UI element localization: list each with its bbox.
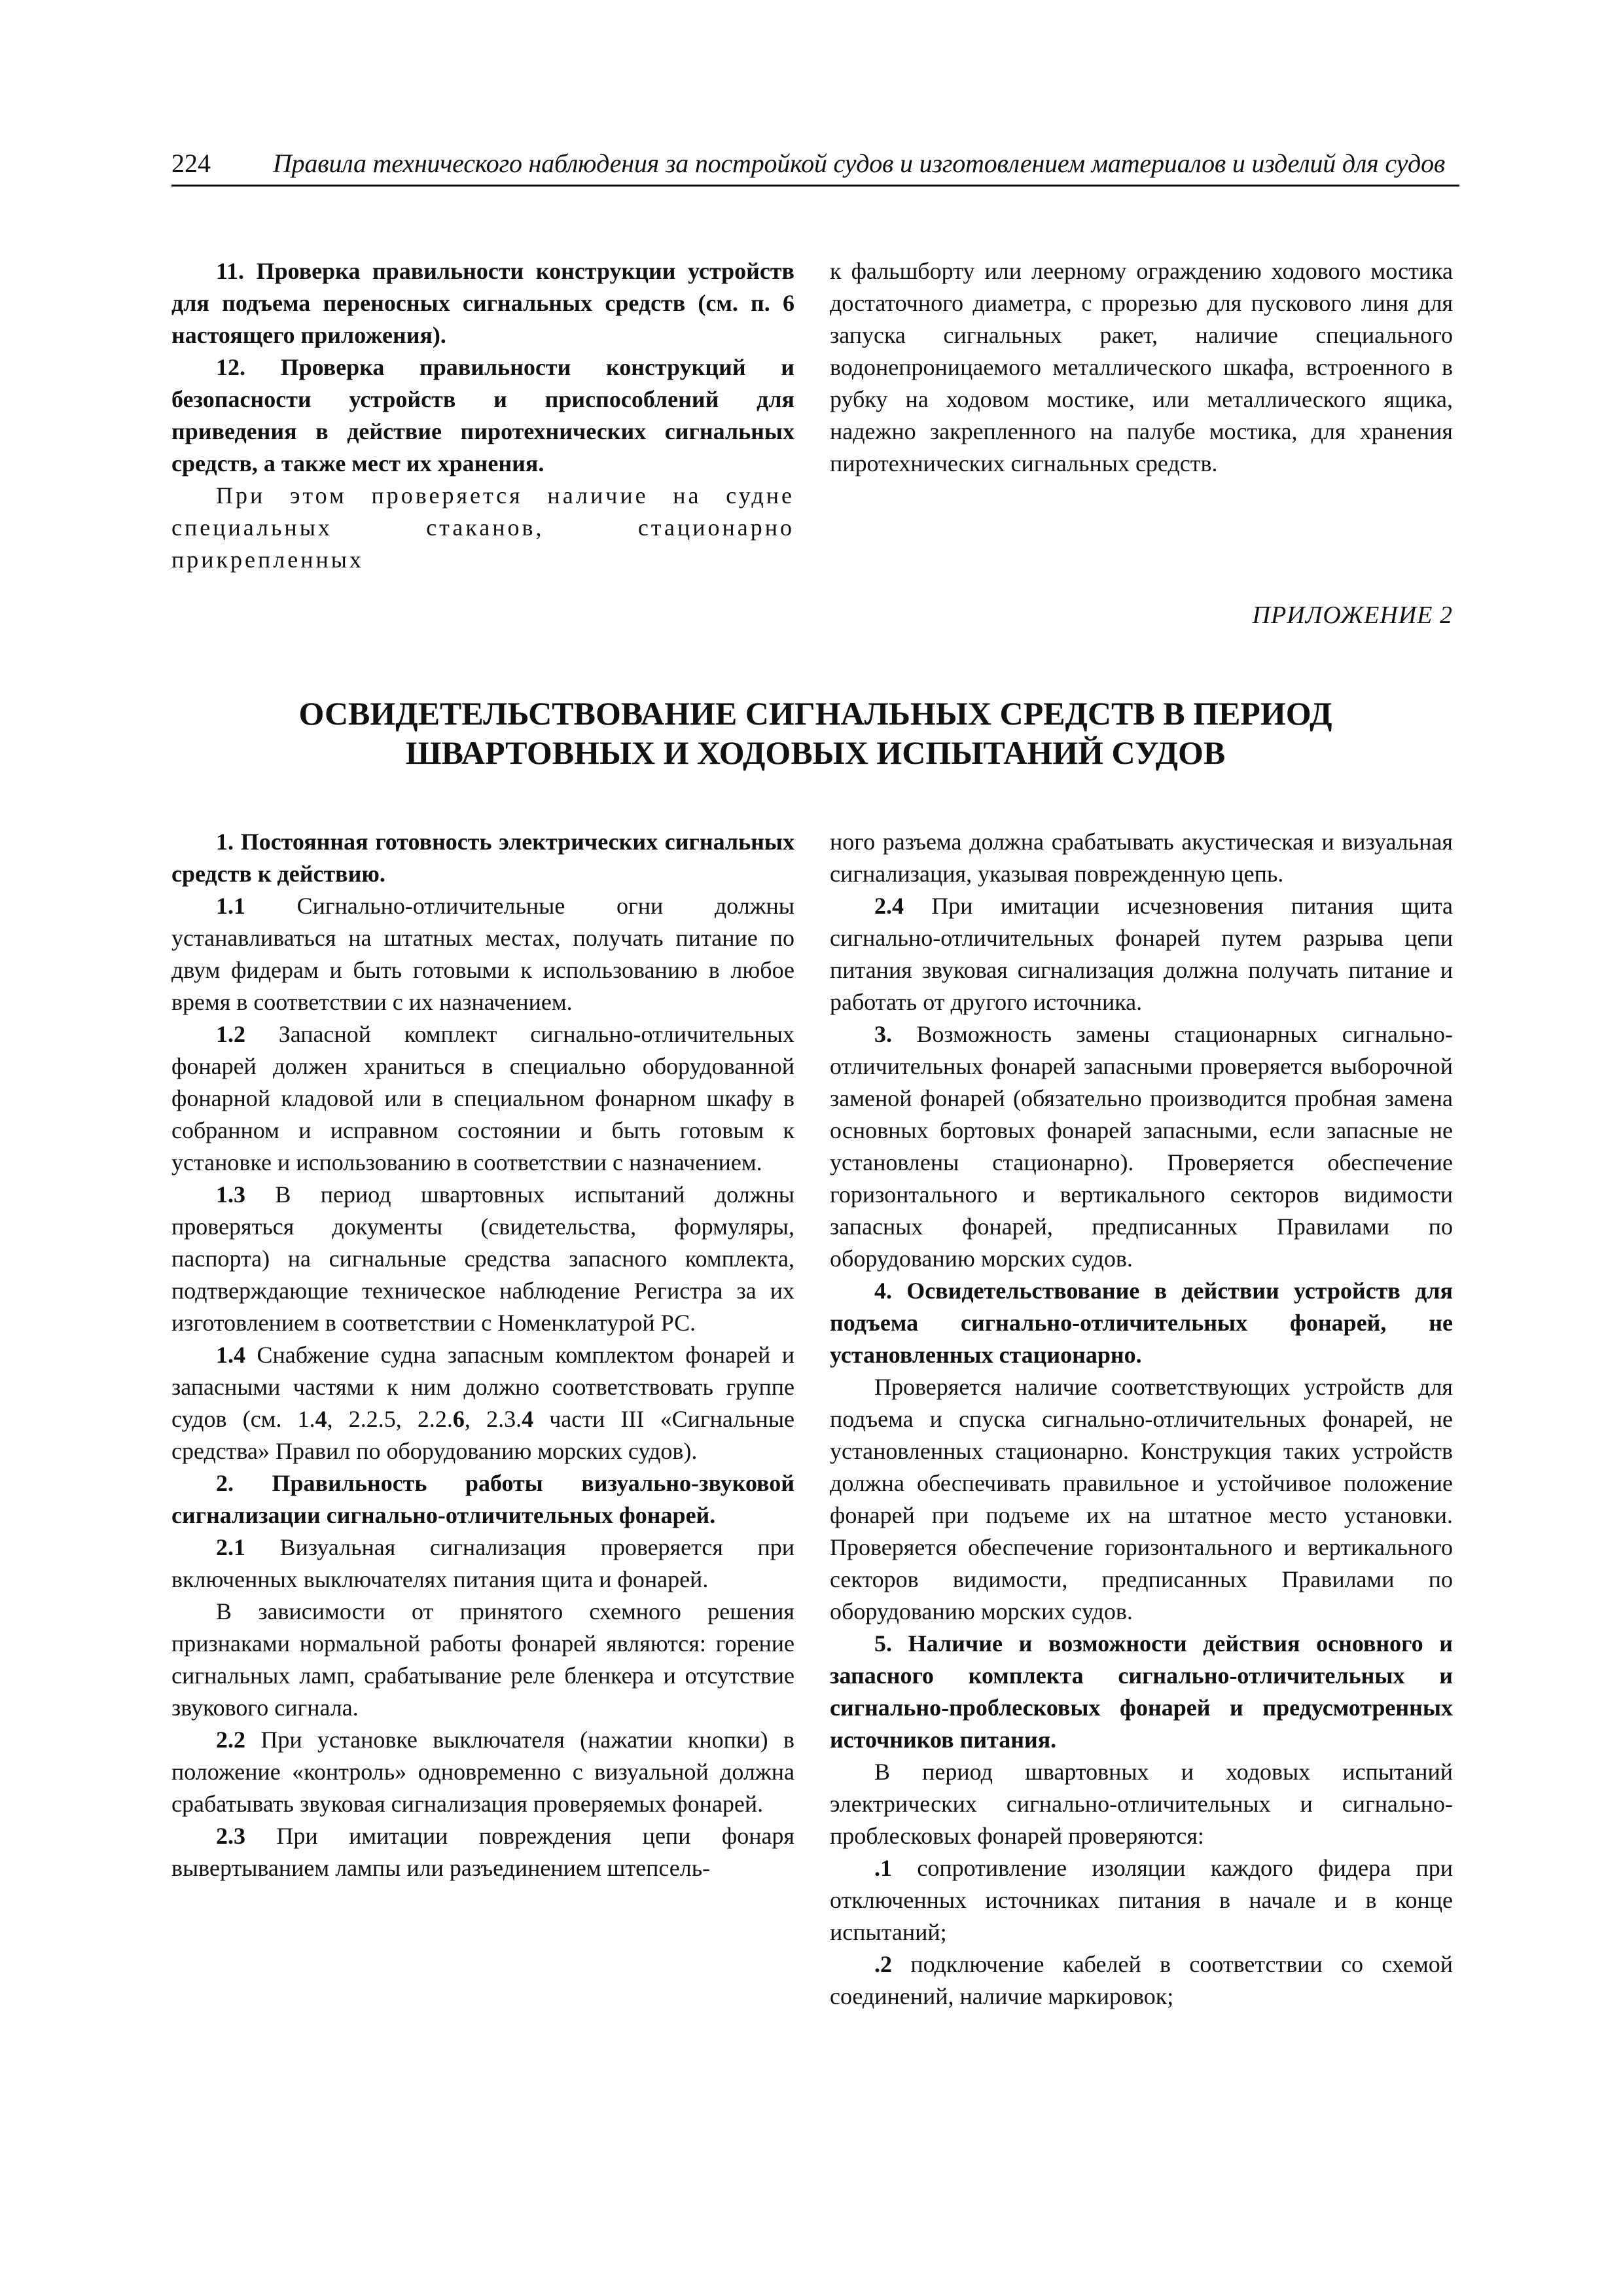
heading-5: 5. Наличие и возможности действия основного и запасного комплекта сигнально-отличительных и сигнально-проблесковых фонарей и предусмотренных источников питания.	[830, 1630, 1453, 1753]
clause-1-3: 1.3 В период швартовных испытаний должны проверяться документы (свидетельства, формуляры, паспорта) на сигнальные средства запасного комплекта, подтверждающие техническое наблюдение Регистра за их изготовлением в соответствии с Номенклатурой РС.	[171, 1181, 794, 1336]
appendix-label: ПРИЛОЖЕНИЕ 2	[1252, 601, 1453, 629]
top-left-column	[171, 255, 794, 576]
section-title-line-1: ОСВИДЕТЕЛЬСТВОВАНИЕ СИГНАЛЬНЫХ СРЕДСТВ В ПЕРИОД	[298, 695, 1332, 732]
item-12-continuation: к фальшборту или леерному ограждению ходового мостика достаточного диаметра, с прорезью для пускового линя для запуска сигнальных ракет, наличие специального водонепроницаемого металлического шкафа, встроенного в рубку на ходовом мостике, или металлического ящика, надежно закрепленного на палубе мостика, для хранения пиротехнических сигнальных средств.	[830, 258, 1453, 476]
list-item-2: .2 подключение кабелей в соответствии со схемой соединений, наличие маркировок;	[830, 1951, 1453, 2009]
page-header	[171, 145, 1459, 187]
clause-5-text: В период швартовных и ходовых испытаний электрических сигнально-отличительных и сигнально-проблесковых фонарей проверяются:	[830, 1759, 1453, 1849]
heading-1: 1. Постоянная готовность электрических сигнальных средств к действию.	[171, 829, 794, 887]
clause-4-text: Проверяется наличие соответствующих устройств для подъема и спуска сигнально-отличительных фонарей, не установленных стационарно. Конструкция таких устройств должна обеспечивать правильное и устойчивое положение фонарей при подъеме их на штатное место установки. Проверяется обеспечение горизонтального и вертикального секторов видимости, предписанных Правилами по оборудованию морских судов.	[830, 1374, 1453, 1624]
heading-2: 2. Правильность работы визуально-звуковой сигнализации сигнально-отличительных фонарей.	[171, 1470, 794, 1528]
main-left-column	[171, 826, 794, 1884]
clause-2-4: 2.4 При имитации исчезновения питания щита сигнально-отличительных фонарей путем разрыва цепи питания звуковая сигнализация должна получать питание и работать от другого источника.	[830, 893, 1453, 1015]
clause-1-2: 1.2 Запасной комплект сигнально-отличительных фонарей должен храниться в специально оборудованной фонарной кладовой или в специальном фонарном шкафу в собранном и исправном состоянии и быть готовым к установке и использованию в соответствии с назначением.	[171, 1021, 794, 1175]
item-12-text: При этом проверяется наличие на судне специальных стаканов, стационарно прикрепленных	[171, 482, 794, 573]
section-title-line-2: ШВАРТОВНЫХ И ХОДОВЫХ ИСПЫТАНИЙ СУДОВ	[405, 734, 1226, 771]
clause-2-2: 2.2 При установке выключателя (нажатии кнопки) в положение «контроль» одновременно с визуальной должна срабатывать звуковая сигнализация проверяемых фонарей.	[171, 1727, 794, 1817]
heading-4: 4. Освидетельствование в действии устройств для подъема сигнально-отличительных фонарей, не установленных стационарно.	[830, 1278, 1453, 1368]
clause-2-1-text: В зависимости от принятого схемного решения признаками нормальной работы фонарей являются: горение сигнальных ламп, срабатывание реле бленкера и отсутствие звукового сигнала.	[171, 1598, 794, 1721]
item-12: 12. Проверка правильности конструкций и безопасности устройств и приспособлений для приведения в действие пиротехнических сигнальных средств, а также мест их хранения.	[171, 354, 794, 476]
item-11: 11. Проверка правильности конструкции устройств для подъема переносных сигнальных средств (см. п. 6 настоящего приложения).	[171, 258, 794, 348]
list-item-1: .1 сопротивление изоляции каждого фидера при отключенных источниках питания в начале и в конце испытаний;	[830, 1855, 1453, 1945]
section-title	[171, 694, 1459, 772]
page-number: 224	[171, 149, 211, 178]
clause-1-4: 1.4 Снабжение судна запасным комплектом фонарей и запасными частями к ним должно соответствовать группе судов (см. 1.4, 2.2.5, 2.2.6, 2.3.4 части III «Сигнальные средства» Правил по оборудованию морских судов).	[171, 1342, 794, 1464]
clause-2-3-continuation: ного разъема должна срабатывать акустическая и визуальная сигнализация, указывая поврежденную цепь.	[830, 829, 1453, 887]
top-right-column	[830, 255, 1453, 480]
clause-1-1: 1.1 Сигнально-отличительные огни должны устанавливаться на штатных местах, получать питание по двум фидерам и быть готовыми к использованию в любое время в соответствии с их назначением.	[171, 893, 794, 1015]
running-title: Правила технического наблюдения за постройкой судов и изготовлением материалов и изделий для судов	[273, 149, 1446, 178]
clause-3: 3. Возможность замены стационарных сигнально-отличительных фонарей запасными проверяется выборочной заменой фонарей (обязательно производится пробная замена основных бортовых фонарей запасными, если запасные не установлены стационарно). Проверяется обеспечение горизонтального и вертикального секторов видимости запасных фонарей, предписанных Правилами по оборудованию морских судов.	[830, 1021, 1453, 1272]
clause-2-1: 2.1 Визуальная сигнализация проверяется при включенных выключателях питания щита и фонарей.	[171, 1534, 794, 1592]
clause-2-3: 2.3 При имитации повреждения цепи фонаря вывертыванием лампы или разъединением штепсель-	[171, 1823, 794, 1881]
main-right-column	[830, 826, 1453, 2013]
